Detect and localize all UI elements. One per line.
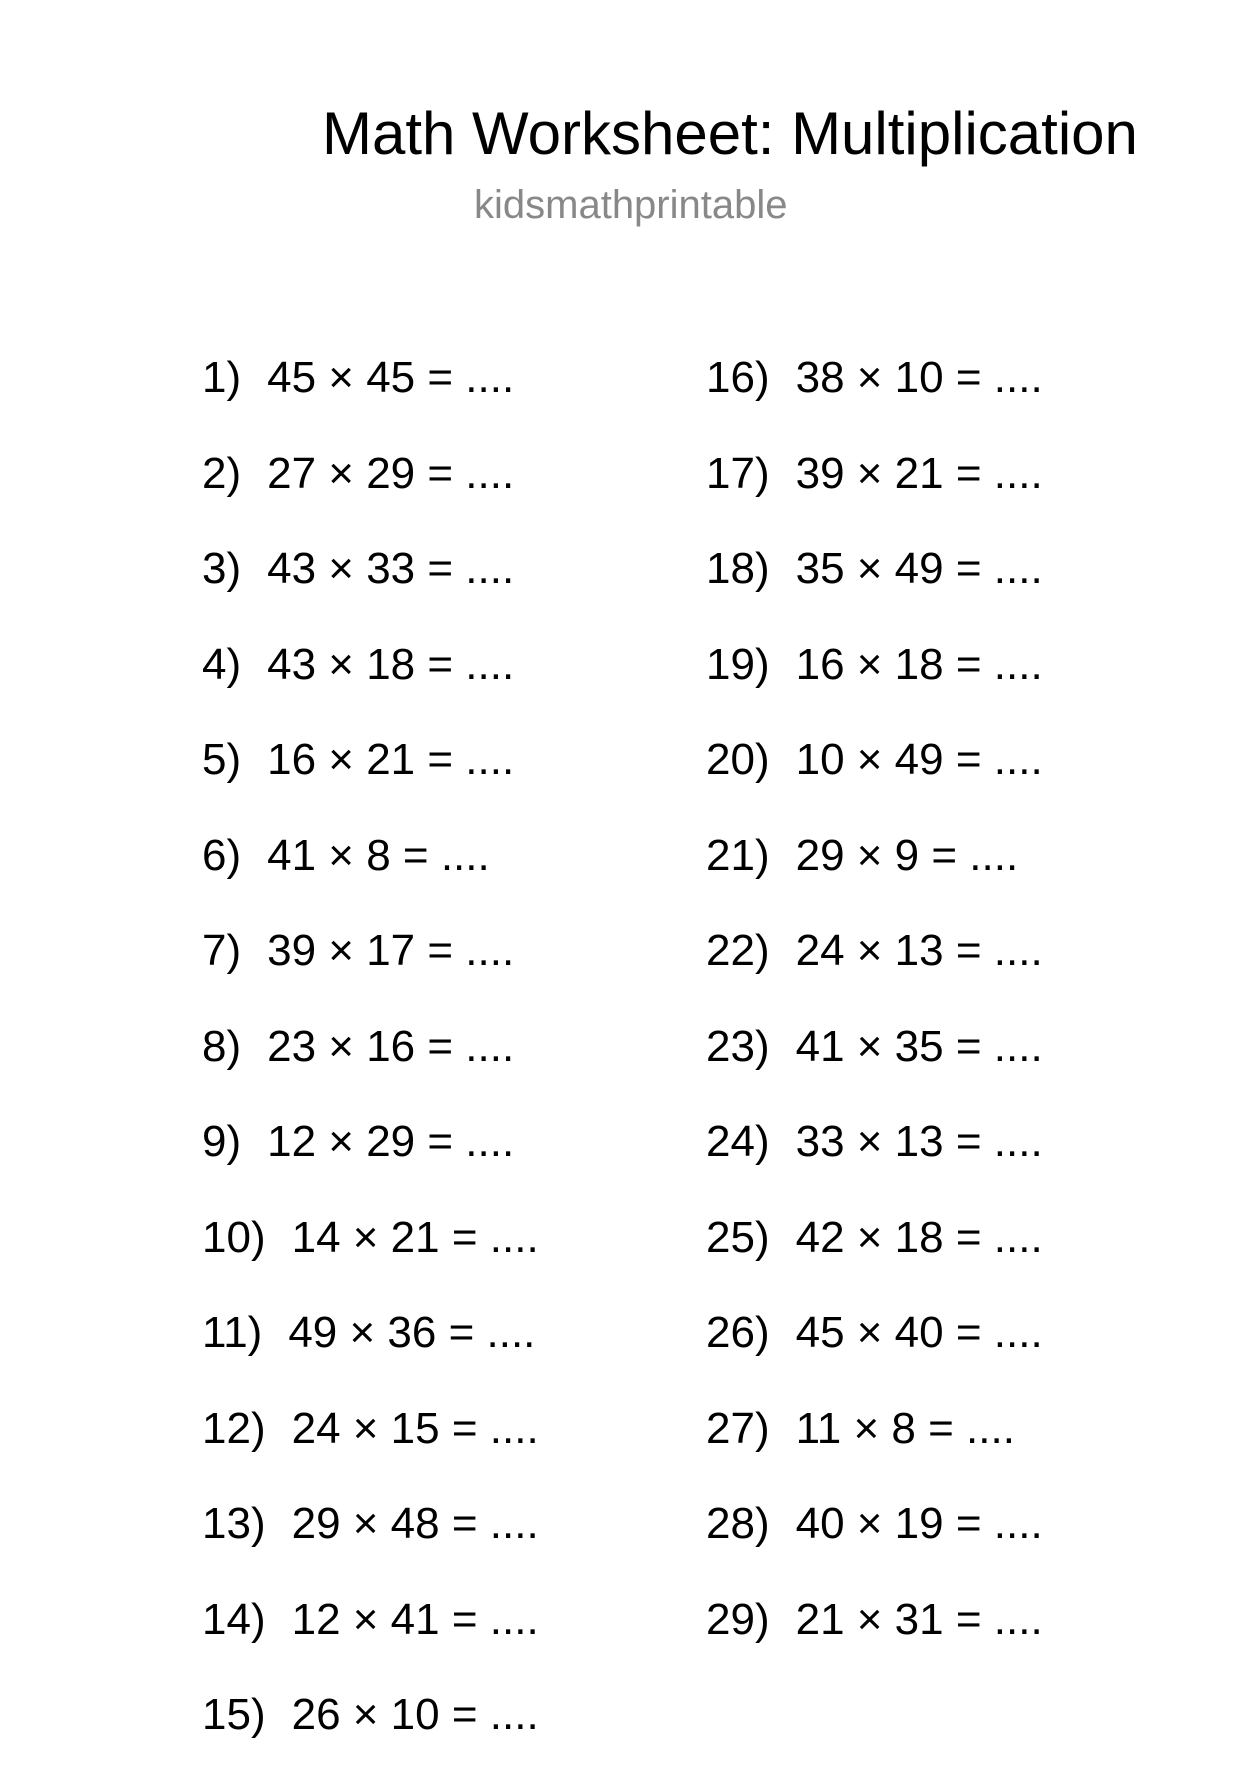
problems-right-column xyxy=(706,346,1043,1683)
problem-number: 23) xyxy=(706,1021,770,1071)
problem-item xyxy=(202,824,539,920)
problem-item xyxy=(706,1492,1043,1588)
problem-expression: 21 × 31 = .... xyxy=(795,1594,1043,1644)
problem-number: 28) xyxy=(706,1499,770,1548)
problem-number: 14) xyxy=(202,1594,266,1644)
problem-number: 22) xyxy=(706,926,770,975)
problem-item xyxy=(706,633,1043,729)
problem-number: 5) xyxy=(202,735,242,784)
problem-item xyxy=(706,1301,1043,1397)
problem-expression: 14 × 21 = .... xyxy=(291,1212,539,1262)
problem-number: 24) xyxy=(706,1117,770,1166)
problem-number: 11) xyxy=(202,1308,263,1357)
problem-number: 10) xyxy=(202,1212,266,1262)
problem-expression: 43 × 18 = .... xyxy=(267,639,515,689)
problem-item xyxy=(202,1206,539,1302)
problem-item xyxy=(202,1301,539,1397)
problem-expression: 23 × 16 = .... xyxy=(267,1021,515,1071)
problem-number: 21) xyxy=(706,830,770,880)
problem-number: 20) xyxy=(706,735,770,784)
problem-item xyxy=(706,1206,1043,1302)
problem-expression: 29 × 9 = .... xyxy=(795,830,1019,880)
problem-expression: 11 × 8 = .... xyxy=(795,1403,1015,1453)
problem-expression: 40 × 19 = .... xyxy=(795,1499,1043,1548)
problem-number: 15) xyxy=(202,1690,266,1739)
problem-expression: 41 × 8 = .... xyxy=(267,830,490,880)
problem-item xyxy=(706,824,1043,920)
problem-number: 2) xyxy=(202,448,242,498)
problem-item xyxy=(202,442,539,538)
problem-item xyxy=(202,346,539,442)
problem-expression: 45 × 45 = .... xyxy=(267,353,515,402)
problem-number: 29) xyxy=(706,1594,770,1644)
problem-item xyxy=(202,728,539,824)
problem-number: 1) xyxy=(202,353,242,402)
problems-left-column xyxy=(202,346,539,1779)
worksheet-title: Math Worksheet: Multiplication xyxy=(322,100,1138,167)
problem-expression: 29 × 48 = .... xyxy=(291,1499,539,1548)
problem-expression: 39 × 17 = .... xyxy=(267,926,515,975)
problem-expression: 26 × 10 = .... xyxy=(291,1690,539,1739)
problem-item xyxy=(706,919,1043,1015)
problem-expression: 39 × 21 = .... xyxy=(795,448,1043,498)
problem-expression: 24 × 15 = .... xyxy=(291,1403,539,1453)
problem-item xyxy=(202,1588,539,1684)
problem-expression: 35 × 49 = .... xyxy=(795,544,1043,593)
problem-item xyxy=(706,346,1043,442)
problem-expression: 24 × 13 = .... xyxy=(795,926,1043,975)
problem-expression: 10 × 49 = .... xyxy=(795,735,1043,784)
problem-number: 18) xyxy=(706,544,770,593)
problem-item xyxy=(202,1110,539,1206)
problem-item xyxy=(706,1110,1043,1206)
problem-number: 4) xyxy=(202,639,242,689)
problem-expression: 33 × 13 = .... xyxy=(795,1117,1043,1166)
problem-expression: 38 × 10 = .... xyxy=(795,353,1043,402)
problem-expression: 41 × 35 = .... xyxy=(795,1021,1043,1071)
problem-number: 12) xyxy=(202,1403,266,1453)
problem-item xyxy=(706,442,1043,538)
problem-expression: 42 × 18 = .... xyxy=(795,1212,1043,1262)
problem-number: 7) xyxy=(202,926,242,975)
problem-expression: 49 × 36 = .... xyxy=(288,1308,536,1357)
problem-item xyxy=(706,537,1043,633)
problem-expression: 12 × 29 = .... xyxy=(267,1117,515,1166)
problem-number: 17) xyxy=(706,448,770,498)
problem-expression: 43 × 33 = .... xyxy=(267,544,515,593)
problem-expression: 16 × 18 = .... xyxy=(795,639,1043,689)
problem-number: 19) xyxy=(706,639,770,689)
problem-item xyxy=(706,1015,1043,1111)
problem-number: 9) xyxy=(202,1117,242,1166)
problem-item xyxy=(202,1397,539,1493)
problem-item xyxy=(706,1397,1043,1493)
problem-item xyxy=(202,919,539,1015)
problem-number: 16) xyxy=(706,353,770,402)
problem-number: 8) xyxy=(202,1021,242,1071)
problem-item xyxy=(202,1015,539,1111)
problem-item xyxy=(202,1683,539,1779)
problem-item xyxy=(706,1588,1043,1684)
problem-expression: 27 × 29 = .... xyxy=(267,448,515,498)
problem-number: 25) xyxy=(706,1212,770,1262)
problem-item xyxy=(202,1492,539,1588)
problem-number: 13) xyxy=(202,1499,266,1548)
problem-expression: 45 × 40 = .... xyxy=(795,1308,1043,1357)
problem-number: 6) xyxy=(202,830,242,880)
problem-item xyxy=(202,633,539,729)
problem-item xyxy=(706,728,1043,824)
problem-number: 3) xyxy=(202,544,242,593)
problem-expression: 12 × 41 = .... xyxy=(291,1594,539,1644)
problem-item xyxy=(202,537,539,633)
problem-number: 27) xyxy=(706,1403,770,1453)
problem-expression: 16 × 21 = .... xyxy=(267,735,515,784)
problem-number: 26) xyxy=(706,1308,770,1357)
worksheet-subtitle: kidsmathprintable xyxy=(474,183,788,227)
